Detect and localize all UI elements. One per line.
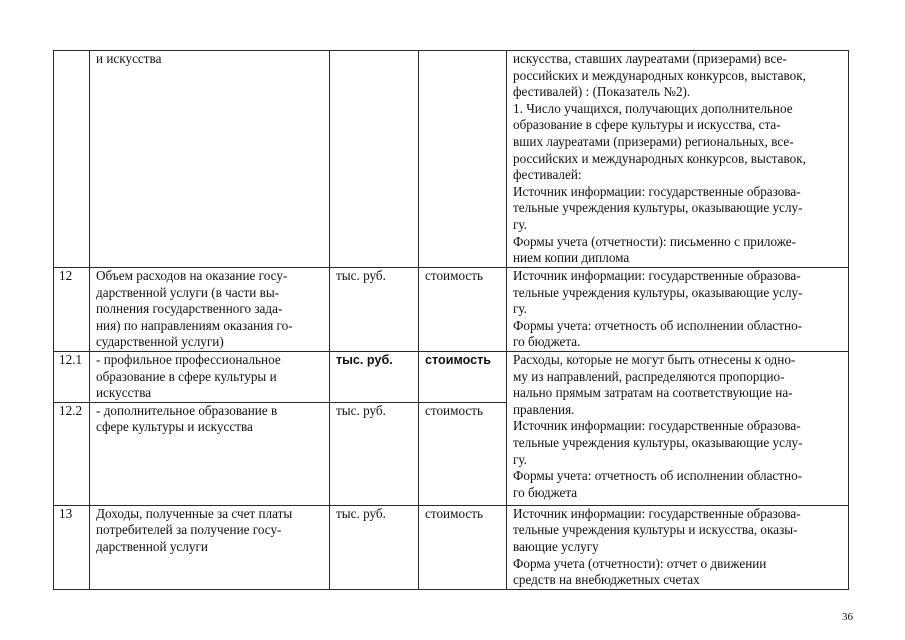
- text-line: вающие услугу: [513, 538, 599, 554]
- text-line: Форма учета (отчетности): отчет о движении: [513, 555, 767, 571]
- text-line: - профильное профессиональное: [96, 352, 281, 367]
- indicator-name-cell: [90, 402, 330, 505]
- text-line: гу.: [513, 301, 527, 317]
- text-line: гу.: [513, 451, 527, 467]
- text-line: искусства: [96, 385, 152, 401]
- unit-cell: тыс. руб.: [330, 352, 419, 403]
- text-line: Объем расходов на оказание госу-: [96, 268, 288, 283]
- page-number: 36: [842, 611, 853, 623]
- indicator-name-cell: [90, 352, 330, 403]
- indicator-name-cell: [90, 505, 330, 589]
- text-line: Источник информации: государственные образова-: [513, 418, 801, 434]
- text-line: искусства, ставших лауреатами (призерами) все-: [513, 51, 787, 66]
- table-row-12: [54, 268, 849, 352]
- unit-cell: [330, 51, 419, 268]
- text-line: нием копии диплома: [513, 250, 630, 266]
- type-cell: стоимость: [419, 268, 507, 352]
- indicator-name-cell: [90, 51, 330, 268]
- type-cell: стоимость: [419, 352, 507, 403]
- text-line: - дополнительное образование в: [96, 402, 278, 418]
- source-cell: [507, 352, 849, 506]
- unit-cell: тыс. руб.: [330, 268, 419, 352]
- text-line: правления.: [513, 401, 575, 417]
- text-line: Источник информации: государственные образова-: [513, 268, 801, 283]
- text-line: гу.: [513, 216, 527, 232]
- text-line: Расходы, которые не могут быть отнесены к одно-: [513, 352, 796, 367]
- text-line: вших лауреатами (призерами) региональных, все-: [513, 133, 794, 149]
- text-line: дарственной услуги: [96, 538, 208, 554]
- text-line: му из направлений, распределяются пропорцио-: [513, 368, 785, 384]
- text-line: сударственной услуги): [96, 334, 224, 350]
- source-cell: [507, 505, 849, 589]
- text-line: Источник информации: государственные образова-: [513, 183, 801, 199]
- row-number-cell: 12.2: [54, 402, 90, 505]
- source-cell: [507, 51, 849, 268]
- text-line: образование в сфере культуры и: [96, 368, 277, 384]
- text-line: Источник информации: государственные образова-: [513, 505, 801, 521]
- text-line: Формы учета: отчетность об исполнении областно-: [513, 468, 803, 484]
- text-line: 1. Число учащихся, получающих дополнительное: [513, 100, 793, 116]
- table-row-13: [54, 505, 849, 589]
- text-line: российских и международных конкурсов, выставок,: [513, 67, 806, 83]
- type-cell: стоимость: [419, 402, 507, 505]
- text-line: го бюджета: [513, 484, 578, 500]
- unit-cell: тыс. руб.: [330, 402, 419, 505]
- text-line: средств на внебюджетных счетах: [513, 572, 700, 588]
- text-line: и искусства: [96, 51, 162, 66]
- text-line: Формы учета: отчетность об исполнении областно-: [513, 317, 803, 333]
- source-cell: [507, 268, 849, 352]
- type-cell: [419, 51, 507, 268]
- row-number-cell: 12.1: [54, 352, 90, 403]
- row-number-cell: 13: [54, 505, 90, 589]
- text-line: тельные учреждения культуры, оказывающие услу-: [513, 434, 803, 450]
- text-line: фестивалей:: [513, 167, 582, 183]
- unit-cell: тыс. руб.: [330, 505, 419, 589]
- text-line: российских и международных конкурсов, выставок,: [513, 150, 806, 166]
- row-number-cell: [54, 51, 90, 268]
- type-cell: стоимость: [419, 505, 507, 589]
- text-line: потребителей за получение госу-: [96, 522, 282, 538]
- text-line: тельные учреждения культуры, оказывающие услу-: [513, 284, 803, 300]
- row-number-cell: 12: [54, 268, 90, 352]
- text-line: дарственной услуги (в части вы-: [96, 284, 280, 300]
- text-line: тельные учреждения культуры, оказывающие услу-: [513, 200, 803, 216]
- text-line: фестивалей) : (Показатель №2).: [513, 84, 691, 100]
- text-line: Доходы, полученные за счет платы: [96, 505, 293, 521]
- indicators-table: [53, 50, 849, 590]
- text-line: тельные учреждения культуры и искусства, оказы-: [513, 522, 798, 538]
- text-line: образование в сфере культуры и искусства, ста-: [513, 117, 781, 133]
- table-row-12-1: [54, 352, 849, 403]
- text-line: сфере культуры и искусства: [96, 419, 253, 435]
- text-line: полнения государственного зада-: [96, 301, 283, 317]
- table-row-continued: [54, 51, 849, 268]
- text-line: нально прямым затратам на соответствующие на-: [513, 385, 793, 401]
- indicator-name-cell: [90, 268, 330, 352]
- text-line: го бюджета.: [513, 334, 581, 350]
- text-line: Формы учета (отчетности): письменно с приложе-: [513, 233, 796, 249]
- text-line: ния) по направлениям оказания го-: [96, 317, 293, 333]
